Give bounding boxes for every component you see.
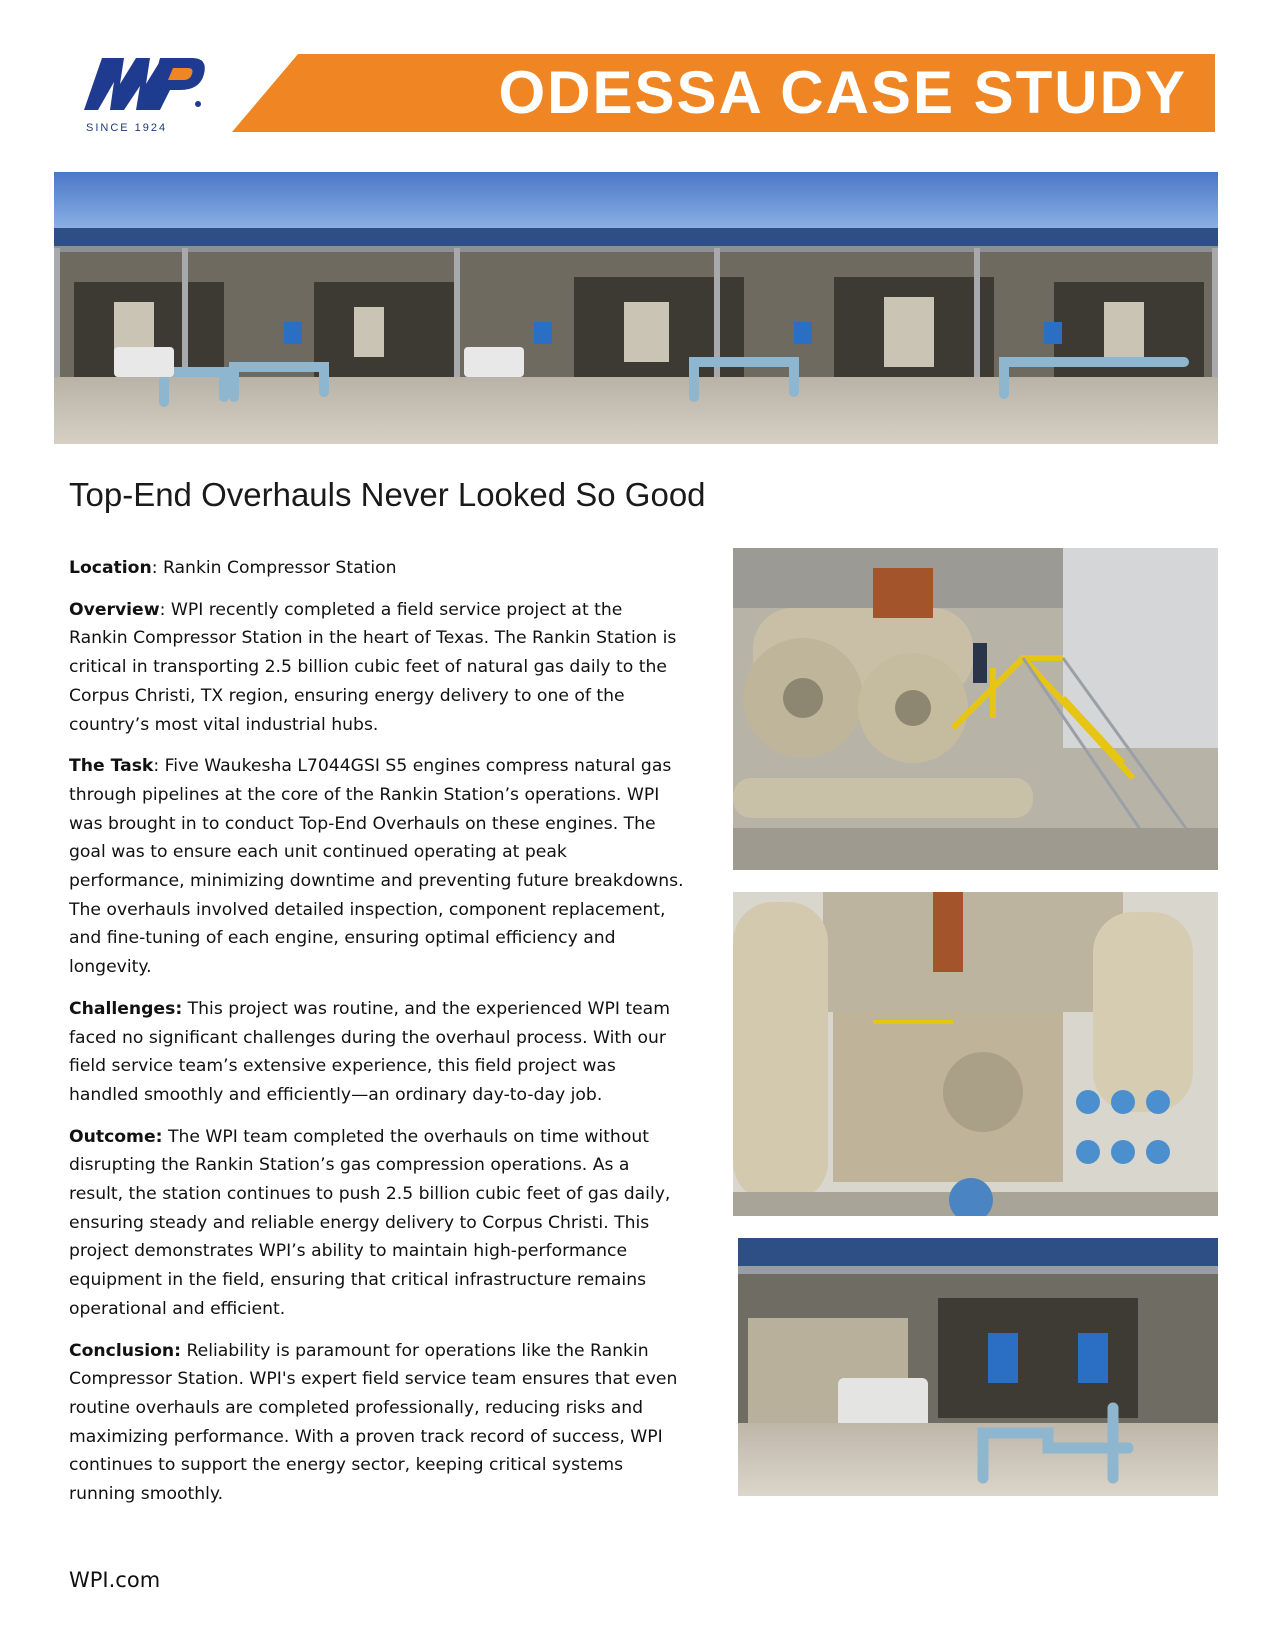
photo-compressor-stairs: [733, 548, 1218, 870]
hero-photo-compressor-station: [54, 172, 1218, 444]
page-title: ODESSA CASE STUDY: [498, 59, 1187, 126]
section-location: Location: Rankin Compressor Station: [69, 558, 397, 578]
section-conclusion: Conclusion: Reliability is paramount for operations like the Rankin Compressor Station. WPI's expert field service team ensures that even routine overhauls are completed professionally, reducing risks and maximizing performance. With a proven track record of success, WPI continues to support the energy sector, keeping critical systems running smoothly.: [69, 1340, 678, 1505]
logo-tagline: SINCE 1924: [86, 122, 168, 134]
section-overview: Overview: WPI recently completed a field service project at the Rankin Compressor Station in the heart of Texas. The Rankin Station is critical in transporting 2.5 billion cubic feet of natural gas daily to the Corpus Christi, TX region, ensuring energy delivery to one of the country’s most vital industrial hubs.: [69, 599, 677, 735]
wp-logo-mark: [80, 54, 210, 118]
footer-website[interactable]: WPI.com: [69, 1568, 161, 1592]
photo-station-truck: [738, 1238, 1218, 1496]
section-task: The Task: Five Waukesha L7044GSI S5 engines compress natural gas through pipelines at the core of the Rankin Station’s operations. WPI was brought in to conduct Top-End Overhauls on these engines. The goal was to ensure each unit continued operating at peak performance, minimizing downtime and preventing future breakdowns. The overhauls involved detailed inspection, component replacement, and fine-tuning of each engine, ensuring optimal efficiency and longevity.: [69, 756, 684, 978]
section-challenges: Challenges: This project was routine, and the experienced WPI team faced no significant challenges during the overhaul process. With our field service team’s extensive experience, this field project was handled smoothly and efficiently—an ordinary day-to-day job.: [69, 998, 670, 1105]
case-study-body: [69, 554, 685, 1522]
photo-compressor-vessels: [733, 892, 1218, 1216]
section-outcome: Outcome: The WPI team completed the overhauls on time without disrupting the Rankin Station’s gas compression operations. As a result, the station continues to push 2.5 billion cubic feet of gas daily, ensuring steady and reliable energy delivery to Corpus Christi. This project demonstrates WPI’s ability to maintain high-performance equipment in the field, ensuring that critical infrastructure remains operational and efficient.: [69, 1126, 671, 1319]
article-headline: Top-End Overhauls Never Looked So Good: [69, 476, 706, 513]
